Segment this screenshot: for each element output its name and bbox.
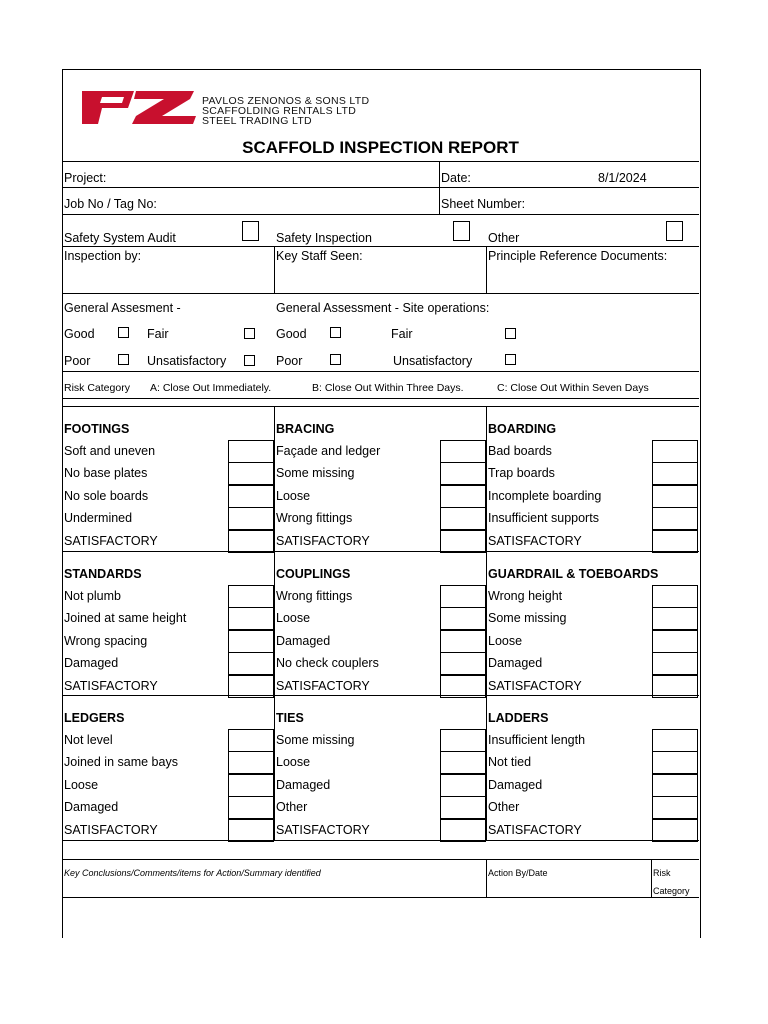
check-item-cell[interactable] <box>652 607 698 630</box>
check-item-label: Some missing <box>276 733 355 747</box>
check-item-cell[interactable] <box>652 485 698 508</box>
company-logo <box>82 91 197 124</box>
check-item-cell[interactable] <box>228 607 274 630</box>
company-name-3: STEEL TRADING LTD <box>202 115 312 127</box>
satisfactory-label: SATISFACTORY <box>64 822 158 837</box>
check-item-cell[interactable] <box>440 440 486 463</box>
audit-type-other: Other <box>488 231 520 245</box>
site-fair-checkbox[interactable] <box>505 328 516 339</box>
conclusions-label: Key Conclusions/Comments/items for Action/Summary identified <box>64 868 321 878</box>
check-item-cell[interactable] <box>440 462 486 485</box>
check-item-cell[interactable] <box>652 507 698 530</box>
column-divider <box>274 551 275 695</box>
satisfactory-label: SATISFACTORY <box>276 533 370 548</box>
check-item-cell[interactable] <box>652 796 698 819</box>
check-item-cell[interactable] <box>440 585 486 608</box>
satisfactory-label: SATISFACTORY <box>488 533 582 548</box>
check-item-label: Other <box>488 800 520 815</box>
site-good-checkbox[interactable] <box>330 327 341 338</box>
check-item-cell[interactable] <box>652 630 698 653</box>
safety-inspection-checkbox[interactable] <box>453 221 470 241</box>
satisfactory-label: SATISFACTORY <box>64 678 158 693</box>
check-item-label: Loose <box>64 777 99 792</box>
satisfactory-label: SATISFACTORY <box>488 822 582 837</box>
check-item-cell[interactable] <box>440 729 486 752</box>
check-item-cell[interactable] <box>652 751 698 774</box>
check-item-label: No sole boards <box>64 488 149 503</box>
section-title: COUPLINGS <box>276 567 351 581</box>
check-item-cell[interactable] <box>228 652 274 675</box>
risk-b: B: Close Out Within Three Days. <box>312 382 464 394</box>
risk-category-col-label-1: Risk <box>653 868 671 878</box>
check-item-label: Soft and uneven <box>64 444 156 458</box>
check-item-label: Façade and ledger <box>276 444 381 458</box>
good-label: Good <box>64 327 95 341</box>
check-item-label: Loose <box>276 755 311 770</box>
date-label: Date: <box>441 171 471 185</box>
check-item-label: Insufficient length <box>488 733 586 747</box>
company-name-1: PAVLOS ZENONOS & SONS LTD <box>202 95 370 107</box>
check-item-label: Damaged <box>488 656 543 671</box>
check-item-label: Joined at same height <box>64 611 187 626</box>
action-by-label: Action By/Date <box>488 868 548 878</box>
audit-type-safety-system: Safety System Audit <box>64 231 176 245</box>
site-fair-label: Fair <box>391 327 413 341</box>
other-audit-checkbox[interactable] <box>666 221 683 241</box>
project-label: Project: <box>64 171 107 185</box>
check-item-label: Insufficient supports <box>488 511 599 526</box>
check-item-cell[interactable] <box>440 485 486 508</box>
check-item-cell[interactable] <box>228 530 274 553</box>
site-poor-label: Poor <box>276 354 303 368</box>
check-item-cell[interactable] <box>228 630 274 653</box>
check-item-cell[interactable] <box>440 796 486 819</box>
check-item-label: Incomplete boarding <box>488 488 602 503</box>
check-item-cell[interactable] <box>228 819 274 842</box>
check-item-cell[interactable] <box>440 530 486 553</box>
site-ops-assessment-label: General Assessment - Site operations: <box>276 301 490 315</box>
check-item-label: Other <box>276 800 308 815</box>
column-divider <box>486 695 487 840</box>
check-item-cell[interactable] <box>228 585 274 608</box>
general-assessment-label: General Assesment - <box>64 301 181 315</box>
check-item-cell[interactable] <box>228 462 274 485</box>
check-item-label: Damaged <box>276 633 331 648</box>
check-item-label: Joined in same bays <box>64 755 178 770</box>
section-title: BOARDING <box>488 422 557 436</box>
satisfactory-label: SATISFACTORY <box>276 822 370 837</box>
section-divider <box>62 551 699 552</box>
fair-label: Fair <box>147 327 169 341</box>
reference-docs-label: Principle Reference Documents: <box>488 249 668 263</box>
check-item-cell[interactable] <box>652 774 698 797</box>
check-item-label: Bad boards <box>488 444 552 458</box>
section-title: STANDARDS <box>64 567 142 581</box>
check-item-cell[interactable] <box>440 819 486 842</box>
section-title: GUARDRAIL & TOEBOARDS <box>488 567 659 581</box>
check-item-label: Loose <box>276 488 311 503</box>
job-label: Job No / Tag No: <box>64 197 157 211</box>
satisfactory-label: SATISFACTORY <box>488 678 582 693</box>
check-item-cell[interactable] <box>652 585 698 608</box>
check-item-cell[interactable] <box>228 440 274 463</box>
check-item-cell[interactable] <box>228 774 274 797</box>
pz-logo-mark <box>82 91 197 124</box>
check-item-cell[interactable] <box>228 751 274 774</box>
check-item-cell[interactable] <box>228 729 274 752</box>
check-item-label: Damaged <box>488 777 543 792</box>
inspection-by-label: Inspection by: <box>64 249 142 263</box>
satisfactory-label: SATISFACTORY <box>276 678 370 693</box>
section-title: TIES <box>276 711 304 725</box>
company-name-2: SCAFFOLDING RENTALS LTD <box>202 105 357 117</box>
check-item-cell[interactable] <box>652 729 698 752</box>
check-item-cell[interactable] <box>440 607 486 630</box>
site-good-label: Good <box>276 327 307 341</box>
check-item-label: Damaged <box>276 777 331 792</box>
check-item-cell[interactable] <box>652 462 698 485</box>
sheet-label: Sheet Number: <box>441 197 526 211</box>
check-item-cell[interactable] <box>652 440 698 463</box>
check-item-cell[interactable] <box>440 751 486 774</box>
risk-category-label: Risk Category <box>64 382 130 394</box>
poor-label: Poor <box>64 354 91 368</box>
check-item-cell[interactable] <box>440 652 486 675</box>
section-divider <box>62 695 699 696</box>
check-item-cell[interactable] <box>228 485 274 508</box>
check-item-label: Undermined <box>64 511 133 526</box>
check-item-label: Some missing <box>488 611 567 626</box>
check-item-label: Not level <box>64 733 113 747</box>
column-divider <box>274 695 275 840</box>
report-frame <box>62 69 701 938</box>
report-title: SCAFFOLD INSPECTION REPORT <box>242 138 519 157</box>
check-item-cell[interactable] <box>440 630 486 653</box>
check-item-label: Damaged <box>64 656 119 671</box>
general-good-checkbox[interactable] <box>118 327 129 338</box>
site-unsatisfactory-checkbox[interactable] <box>505 354 516 365</box>
column-divider <box>486 406 487 551</box>
satisfactory-label: SATISFACTORY <box>64 533 158 548</box>
key-staff-label: Key Staff Seen: <box>276 249 363 263</box>
check-item-cell[interactable] <box>652 819 698 842</box>
general-poor-checkbox[interactable] <box>118 354 129 365</box>
check-item-cell[interactable] <box>440 774 486 797</box>
column-divider <box>486 551 487 695</box>
check-item-label: Trap boards <box>488 466 555 481</box>
section-title: LADDERS <box>488 711 549 725</box>
check-item-label: Loose <box>276 611 311 626</box>
check-item-label: Not tied <box>488 755 532 770</box>
unsatisfactory-label: Unsatisfactory <box>147 354 227 368</box>
risk-c: C: Close Out Within Seven Days <box>497 382 649 394</box>
general-unsatisfactory-checkbox[interactable] <box>244 355 255 366</box>
section-title: BRACING <box>276 422 335 436</box>
check-item-cell[interactable] <box>652 652 698 675</box>
check-item-label: Loose <box>488 633 523 648</box>
safety-system-audit-checkbox[interactable] <box>242 221 259 241</box>
column-divider <box>274 406 275 551</box>
check-item-label: Wrong height <box>488 589 563 603</box>
risk-a: A: Close Out Immediately. <box>150 382 272 394</box>
risk-category-col-label-2: Category <box>653 886 690 896</box>
check-item-label: No check couplers <box>276 656 379 671</box>
general-fair-checkbox[interactable] <box>244 328 255 339</box>
check-item-label: No base plates <box>64 466 148 481</box>
check-item-label: Not plumb <box>64 589 121 603</box>
check-item-label: Damaged <box>64 800 119 815</box>
check-item-label: Wrong spacing <box>64 633 148 648</box>
section-title: FOOTINGS <box>64 422 130 436</box>
site-unsatisfactory-label: Unsatisfactory <box>393 354 473 368</box>
site-poor-checkbox[interactable] <box>330 354 341 365</box>
audit-type-safety-inspection: Safety Inspection <box>276 231 372 245</box>
check-item-cell[interactable] <box>652 530 698 553</box>
section-title: LEDGERS <box>64 711 125 725</box>
check-item-label: Some missing <box>276 466 355 481</box>
check-item-cell[interactable] <box>228 796 274 819</box>
check-item-cell[interactable] <box>228 507 274 530</box>
check-item-cell[interactable] <box>440 507 486 530</box>
check-item-label: Wrong fittings <box>276 511 353 526</box>
date-value[interactable]: 8/1/2024 <box>598 171 647 185</box>
check-item-label: Wrong fittings <box>276 589 353 603</box>
